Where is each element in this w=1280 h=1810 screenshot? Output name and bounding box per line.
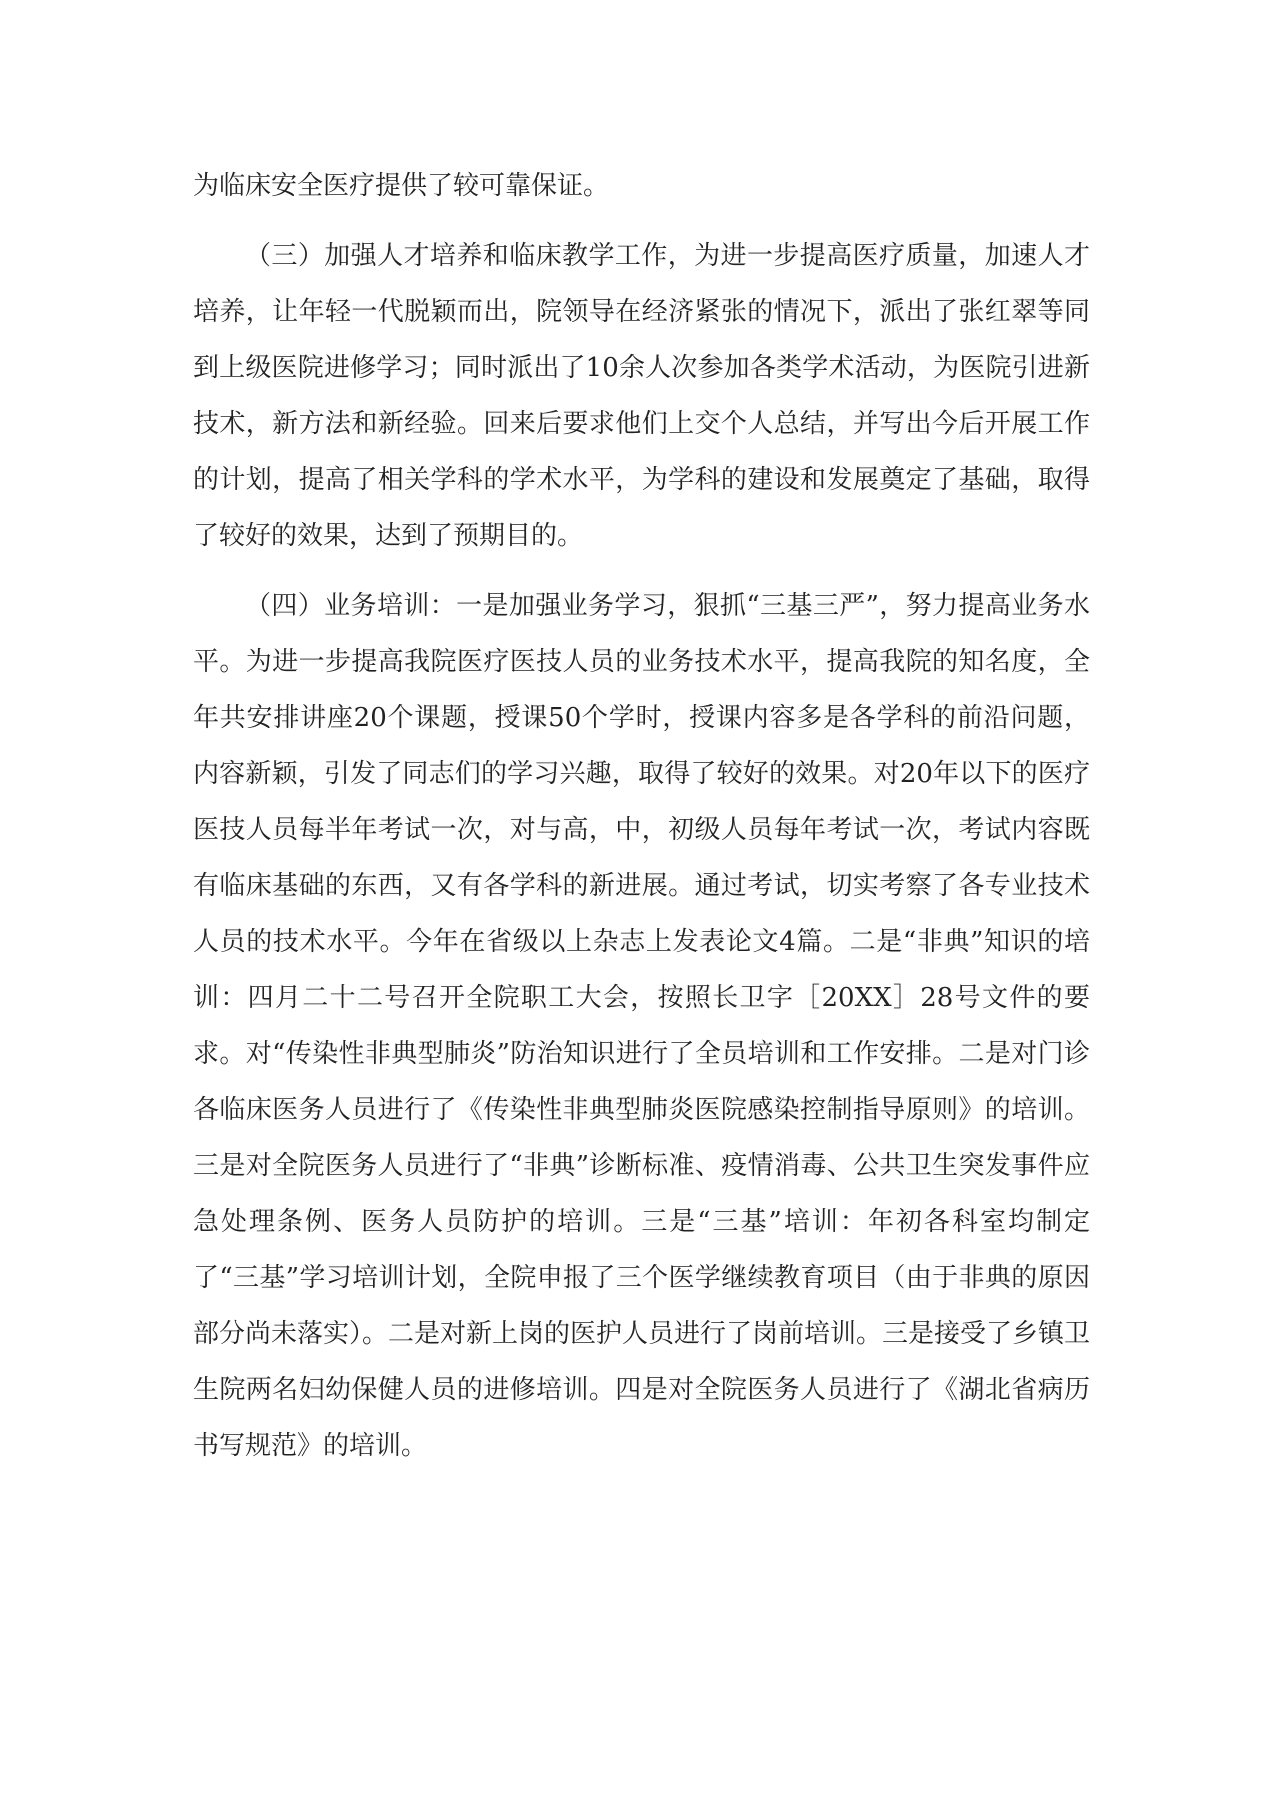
paragraph-business-training: （四）业务培训：一是加强业务学习，狠抓“三基三严”，努力提高业务水平。为进一步提高我院医疗医技人员的业务技术水平，提高我院的知名度，全年共安排讲座20个课题，授课50个学时，授课内容多是各学科的前沿问题，内容新颖，引发了同志们的学习兴趣，取得了较好的效果。对20年以下的医疗医技人员每半年考试一次，对与高，中，初级人员每年考试一次，考试内容既有临床基础的东西，又有各学科的新进展。通过考试，切实考察了各专业技术人员的技术水平。今年在省级以上杂志上发表论文4篇。二是“非典”知识的培训：四月二十二号召开全院职工大会，按照长卫字［20XX］28号文件的要求。对“传染性非典型肺炎”防治知识进行了全员培训和工作安排。二是对门诊各临床医务人员进行了《传染性非典型肺炎医院感染控制指导原则》的培训。三是对全院医务人员进行了“非典”诊断标准、疫情消毒、公共卫生突发事件应急处理条例、医务人员防护的培训。三是“三基”培训：年初各科室均制定了“三基”学习培训计划，全院申报了三个医学继续教育项目（由于非典的原因部分尚未落实）。二是对新上岗的医护人员进行了岗前培训。三是接受了乡镇卫生院两名妇幼保健人员的进修培训。四是对全院医务人员进行了《湖北省病历书写规范》的培训。 bbox=[193, 591, 1091, 1461]
paragraph-talent-training: （三）加强人才培养和临床教学工作，为进一步提高医疗质量，加速人才培养，让年轻一代脱颖而出，院领导在经济紧张的情况下，派出了张红翠等同到上级医院进修学习；同时派出了10余人次参加各类学术活动，为医院引进新技术，新方法和新经验。回来后要求他们上交个人总结，并写出今后开展工作的计划，提高了相关学科的学术水平，为学科的建设和发展奠定了基础，取得了较好的效果，达到了预期目的。 bbox=[193, 241, 1090, 551]
paragraph-continuation: 为临床安全医疗提供了较可靠保证。 bbox=[193, 171, 610, 201]
document-page bbox=[193, 158, 1090, 1474]
